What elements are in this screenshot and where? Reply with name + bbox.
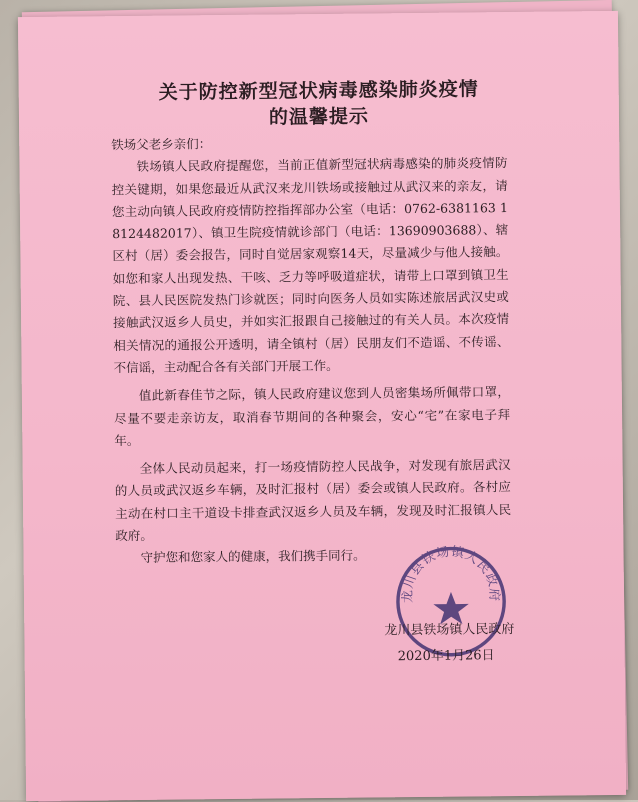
notice-title-line2: 的温馨提示 bbox=[268, 105, 370, 129]
notice-body bbox=[111, 130, 512, 570]
signature-org: 龙川县铁场镇人民政府 bbox=[384, 621, 515, 639]
salutation: 铁场父老乡亲们： bbox=[111, 136, 212, 153]
paragraph-2: 值此新春佳节之际，镇人民政府建议您到人员密集场所佩带口罩，尽量不要走亲访友，取消春节期间的各种聚会，安心“宅”在家电子拜年。 bbox=[114, 384, 511, 449]
signature-date: 2020年1月26日 bbox=[397, 648, 495, 665]
stamp-text: 龙川县铁场镇人民政府 bbox=[400, 544, 502, 604]
notice-paper bbox=[18, 11, 626, 801]
paragraph-1: 铁场镇人民政府提醒您，当前正值新型冠状病毒感染的肺炎疫情防控关键期，如果您最近从武汉来龙川铁场或接触过从武汉来的亲友，请您主动向镇人民政府疫情防控指挥部办公室（电话：0762-6381163 18124482017）、镇卫生院疫情就诊部门（电话：13690903688）、辖区村（居）委会报告，同时自觉居家观察14天，尽量减少与他人接触。如您和家人出现发热、干咳、乏力等呼吸道症状，请带上口罩到镇卫生院、县人民医院发热门诊就医；同时向医务人员如实陈述旅居武汉史或接触武汉返乡人员史，并如实汇报跟自己接触过的有关人员。本次疫情相关情况的通报公开透明，请全镇村（居）民朋友们不造谣、不传谣、不信谣，主动配合各有关部门开展工作。 bbox=[111, 155, 510, 376]
paragraph-4: 守护您和您家人的健康，我们携手同行。 bbox=[140, 547, 366, 566]
notice-title-line1: 关于防控新型冠状病毒感染肺炎疫情 bbox=[158, 78, 479, 104]
paragraph-3: 全体人民动员起来，打一场疫情防控人民战争，对发现有旅居武汉的人员或武汉返乡车辆，及时汇报村（居）委会或镇人民政府。各村应主动在村口主干道设卡排查武汉返乡人员及车辆，发现及时汇报镇人民政府。 bbox=[114, 457, 512, 544]
